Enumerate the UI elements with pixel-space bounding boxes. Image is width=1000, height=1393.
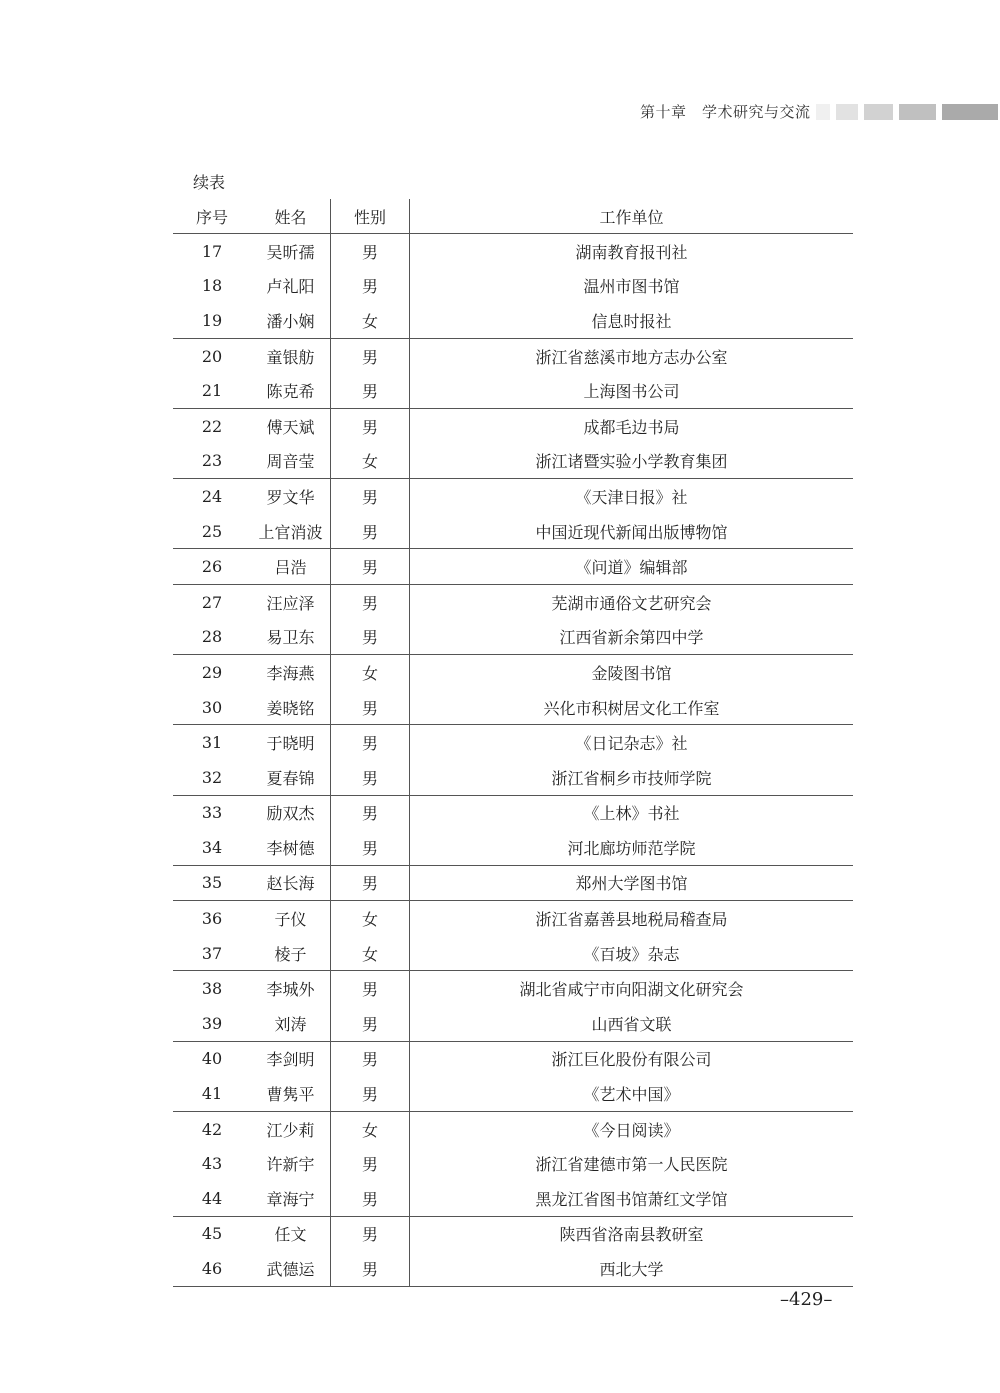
row-org: 浙江省建德市第一人民医院 [535, 1155, 728, 1175]
table-row [173, 1076, 853, 1111]
row-name: 汪应泽 [266, 593, 315, 613]
row-sex: 男 [331, 830, 410, 865]
row-name: 李剑明 [266, 1050, 315, 1070]
header-seq: 序号 [173, 199, 251, 234]
table-row [173, 1146, 853, 1181]
table-row [173, 444, 853, 479]
row-name: 上官消波 [251, 514, 331, 549]
row-org: 黑龙江省图书馆萧红文学馆 [410, 1181, 854, 1216]
row-name: 卢礼阳 [266, 277, 315, 297]
row-sex: 女 [331, 655, 410, 690]
row-seq: 26 [173, 549, 251, 585]
row-name: 易卫东 [251, 620, 331, 655]
row-name: 任文 [274, 1225, 307, 1245]
row-org: 陕西省洛南县教研室 [559, 1225, 704, 1245]
table-row [173, 549, 853, 585]
row-name: 章海宁 [251, 1181, 331, 1216]
row-name: 许新宇 [266, 1155, 315, 1175]
table-header-row [173, 199, 853, 234]
row-sex: 男 [331, 690, 410, 725]
row-name: 棱子 [251, 936, 331, 971]
table-row [173, 1111, 853, 1146]
row-seq: 19 [173, 303, 251, 338]
row-org: 河北廊坊师范学院 [410, 830, 854, 865]
row-sex: 男 [331, 584, 410, 619]
row-org: 上海图书公司 [410, 373, 854, 408]
row-org: 中国近现代新闻出版博物馆 [410, 514, 854, 549]
table-row [173, 338, 853, 373]
decoration-bar [836, 104, 858, 120]
row-seq: 33 [201, 803, 223, 823]
row-sex: 男 [331, 408, 410, 443]
row-sex: 女 [331, 1111, 410, 1146]
row-org: 《日记杂志》社 [575, 734, 688, 754]
row-seq: 42 [201, 1119, 223, 1139]
row-seq: 31 [201, 733, 223, 753]
table-row [173, 303, 853, 338]
row-org: 信息时报社 [410, 303, 854, 338]
row-sex: 女 [331, 303, 410, 338]
table-row [173, 971, 853, 1006]
row-seq: 22 [201, 416, 223, 436]
row-name: 曹隽平 [251, 1076, 331, 1111]
table-row [173, 1251, 853, 1286]
row-org: 江西省新余第四中学 [410, 620, 854, 655]
row-sex: 男 [331, 1041, 410, 1076]
row-name: 罗文华 [266, 487, 315, 507]
chapter-title: 第十章 学术研究与交流 [640, 102, 811, 121]
row-seq: 24 [201, 486, 223, 506]
row-seq: 25 [173, 514, 251, 549]
decoration-bar [864, 104, 893, 120]
row-org: 山西省文联 [410, 1006, 854, 1041]
page-number: –429– [780, 1289, 833, 1310]
row-seq: 17 [201, 241, 223, 261]
table-row [173, 1041, 853, 1076]
row-seq: 46 [173, 1251, 251, 1286]
table-body [173, 234, 853, 1287]
row-org: 西北大学 [410, 1251, 854, 1286]
row-sex: 男 [331, 620, 410, 655]
member-table [173, 199, 853, 1287]
running-header [640, 100, 811, 122]
row-sex: 男 [331, 373, 410, 408]
table-row [173, 760, 853, 795]
decoration-bar [899, 104, 936, 120]
table-row [173, 901, 853, 936]
row-seq: 37 [173, 936, 251, 971]
row-name: 吴昕孺 [266, 242, 315, 262]
row-name: 陈克希 [251, 373, 331, 408]
row-seq: 44 [173, 1181, 251, 1216]
row-sex: 男 [331, 1076, 410, 1111]
table-row [173, 655, 853, 690]
row-sex: 男 [331, 795, 410, 830]
row-seq: 43 [201, 1154, 223, 1174]
row-sex: 男 [331, 865, 410, 901]
table-row [173, 830, 853, 865]
row-org: 郑州大学图书馆 [410, 865, 854, 901]
header-sex: 性别 [331, 199, 410, 234]
row-name: 于晓明 [266, 734, 315, 754]
row-org: 《上林》书社 [583, 804, 680, 824]
row-seq: 40 [201, 1049, 223, 1069]
row-name: 李海燕 [266, 663, 315, 683]
table-row [173, 479, 853, 514]
row-name: 姜晓铭 [251, 690, 331, 725]
row-org: 《艺术中国》 [410, 1076, 854, 1111]
row-seq: 36 [201, 909, 223, 929]
row-name: 潘小娴 [251, 303, 331, 338]
table-row [173, 1216, 853, 1251]
row-org: 浙江省桐乡市技师学院 [410, 760, 854, 795]
row-name: 李树德 [251, 830, 331, 865]
table-row [173, 514, 853, 549]
row-org: 金陵图书馆 [591, 663, 672, 683]
row-seq: 34 [173, 830, 251, 865]
row-name: 赵长海 [251, 865, 331, 901]
table-row [173, 373, 853, 408]
row-org: 兴化市积树居文化工作室 [410, 690, 854, 725]
row-sex: 女 [331, 936, 410, 971]
row-seq: 20 [201, 346, 223, 366]
row-sex: 男 [331, 1181, 410, 1216]
row-name: 江少莉 [266, 1120, 315, 1140]
row-name: 李城外 [266, 980, 315, 1000]
table-row [173, 234, 853, 269]
table-row [173, 795, 853, 830]
row-seq: 30 [173, 690, 251, 725]
row-name: 夏春锦 [251, 760, 331, 795]
table-row [173, 1181, 853, 1216]
row-sex: 男 [331, 514, 410, 549]
row-org: 浙江诸暨实验小学教育集团 [410, 444, 854, 479]
row-sex: 男 [331, 1251, 410, 1286]
row-name: 刘涛 [251, 1006, 331, 1041]
row-seq: 39 [173, 1006, 251, 1041]
row-name: 子仪 [274, 910, 307, 930]
row-sex: 男 [331, 338, 410, 373]
row-sex: 男 [331, 549, 410, 585]
table-row [173, 584, 853, 619]
row-org: 《问道》编辑部 [410, 549, 854, 585]
row-sex: 男 [331, 234, 410, 269]
row-seq: 32 [173, 760, 251, 795]
row-seq: 23 [173, 444, 251, 479]
row-sex: 男 [331, 479, 410, 514]
table-row [173, 1006, 853, 1041]
row-seq: 45 [201, 1224, 223, 1244]
row-org: 成都毛边书局 [583, 417, 680, 437]
table-caption: 续表 [193, 173, 226, 192]
row-name: 励双杰 [266, 804, 315, 824]
table-row [173, 620, 853, 655]
row-sex: 女 [331, 901, 410, 936]
table-row [173, 936, 853, 971]
row-name: 武德运 [251, 1251, 331, 1286]
table-row [173, 269, 853, 304]
row-org: 浙江省慈溪市地方志办公室 [535, 347, 728, 367]
table-row [173, 408, 853, 443]
row-seq: 41 [173, 1076, 251, 1111]
row-name: 吕浩 [251, 549, 331, 585]
row-org: 《百坡》杂志 [410, 936, 854, 971]
row-org: 浙江省嘉善县地税局稽查局 [535, 910, 728, 930]
decoration-bar [942, 104, 998, 120]
row-seq: 18 [201, 276, 223, 296]
row-seq: 27 [201, 592, 223, 612]
row-org: 芜湖市通俗文艺研究会 [551, 593, 712, 613]
row-org: 浙江巨化股份有限公司 [551, 1050, 712, 1070]
row-org: 《今日阅读》 [583, 1120, 680, 1140]
row-sex: 女 [331, 444, 410, 479]
row-sex: 男 [331, 1146, 410, 1181]
table-row [173, 865, 853, 901]
table-row [173, 690, 853, 725]
row-name: 傅天斌 [266, 417, 315, 437]
row-sex: 男 [331, 725, 410, 760]
row-seq: 21 [173, 373, 251, 408]
row-seq: 29 [201, 662, 223, 682]
row-sex: 男 [331, 269, 410, 304]
row-sex: 男 [331, 760, 410, 795]
row-sex: 男 [331, 1006, 410, 1041]
row-seq: 28 [173, 620, 251, 655]
row-org: 湖北省咸宁市向阳湖文化研究会 [519, 980, 744, 1000]
header-name: 姓名 [251, 199, 331, 234]
row-org: 《天津日报》社 [575, 487, 688, 507]
row-seq: 35 [173, 865, 251, 901]
row-sex: 男 [331, 1216, 410, 1251]
row-name: 童银舫 [266, 347, 315, 367]
table-row [173, 725, 853, 760]
row-name: 周音莹 [251, 444, 331, 479]
decoration-bar [816, 104, 830, 120]
row-org: 温州市图书馆 [583, 277, 680, 297]
row-org: 湖南教育报刊社 [575, 242, 688, 262]
row-sex: 男 [331, 971, 410, 1006]
header-org: 工作单位 [410, 199, 854, 234]
row-seq: 38 [201, 979, 223, 999]
